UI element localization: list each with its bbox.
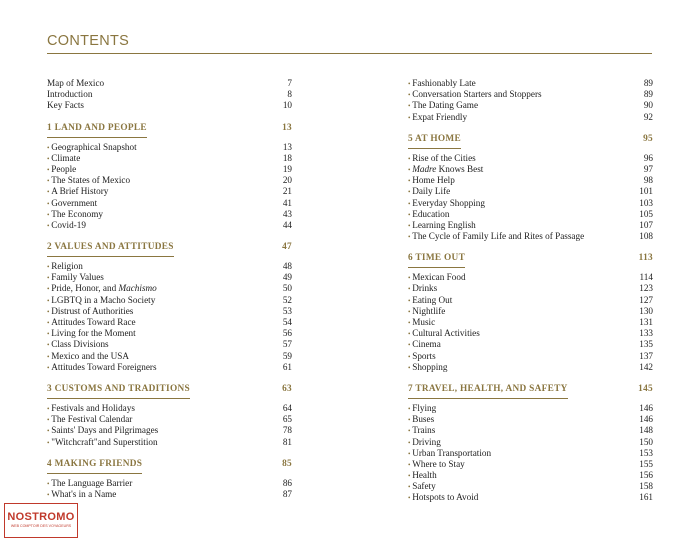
toc-entry-label — [408, 339, 441, 349]
toc-entry-page: 114 — [639, 272, 653, 283]
toc-entry[interactable] — [47, 209, 292, 220]
toc-entry-label — [408, 306, 445, 316]
toc-entry[interactable] — [408, 295, 653, 306]
watermark-tagline: WEB COMPTOIR DES VOYAGEURS — [10, 524, 72, 528]
toc-entry[interactable] — [408, 209, 653, 220]
toc-entry-text: Cultural Activities — [412, 328, 480, 339]
toc-entry[interactable] — [47, 489, 292, 500]
toc-entry-text: Attitudes Toward Foreigners — [51, 361, 157, 372]
toc-entry-text: Introduction — [47, 89, 93, 100]
toc-entry-page: 10 — [282, 100, 292, 111]
section-title: 6 TIME OUT — [408, 251, 465, 268]
toc-entry-page: 108 — [639, 231, 653, 242]
toc-entry-label — [408, 89, 542, 99]
toc-entry[interactable] — [47, 351, 292, 362]
toc-entry[interactable] — [408, 231, 653, 242]
toc-entry-page: 98 — [643, 175, 653, 186]
section-page: 95 — [643, 133, 653, 144]
toc-entry[interactable] — [408, 100, 653, 111]
toc-entry-label — [47, 339, 109, 349]
toc-entry-label — [408, 164, 483, 174]
toc-entry-label — [408, 209, 449, 219]
toc-entry-text: Knows Best — [436, 163, 484, 174]
section-page: 47 — [282, 242, 292, 253]
toc-entry-text: Saints' Days and Pilgrimages — [51, 425, 159, 436]
section-page: 113 — [638, 253, 653, 264]
section-heading[interactable] — [408, 382, 653, 397]
toc-entry-text: Conversation Starters and Stoppers — [412, 89, 542, 100]
toc-entry-page: 54 — [282, 317, 292, 327]
toc-entry-label — [47, 164, 76, 174]
toc-entry-page: 41 — [282, 197, 292, 208]
toc-entry[interactable] — [47, 272, 292, 283]
toc-entry-page: 61 — [282, 361, 292, 372]
toc-entry[interactable] — [47, 306, 292, 317]
toc-entry-text: Living for the Moment — [51, 328, 136, 339]
toc-entry-label — [47, 425, 158, 435]
toc-entry-text: Music — [412, 317, 436, 327]
toc-left-column — [47, 78, 292, 500]
toc-entry-text: The Cycle of Family Life and Rites of Passage — [412, 231, 585, 242]
toc-entry[interactable] — [408, 164, 653, 175]
toc-entry[interactable] — [408, 220, 653, 231]
title-divider — [47, 53, 652, 54]
toc-entry-text: Daily Life — [412, 186, 451, 197]
toc-entry-label — [408, 470, 437, 480]
toc-entry-text: Pride, Honor, and — [51, 283, 119, 294]
toc-entry-text: Mexican Food — [412, 272, 466, 283]
watermark-name: NOSTROMO — [7, 511, 75, 523]
toc-entry-page: 19 — [282, 163, 292, 174]
toc-entry-text: Buses — [412, 414, 435, 425]
toc-entry[interactable] — [47, 186, 292, 197]
toc-entry-label — [47, 209, 103, 219]
toc-entry[interactable] — [47, 175, 292, 186]
toc-entry[interactable] — [408, 112, 653, 123]
toc-entry-page: 133 — [639, 328, 653, 339]
toc-entry[interactable] — [47, 78, 292, 89]
section-title: 7 TRAVEL, HEALTH, AND SAFETY — [408, 382, 568, 399]
section-heading[interactable] — [47, 457, 292, 472]
section-title: 2 VALUES AND ATTITUDES — [47, 240, 174, 257]
toc-entry-label — [47, 261, 83, 271]
toc-entry-label — [47, 295, 155, 305]
toc-entry-text: Mexico and the USA — [51, 350, 130, 361]
toc-entry[interactable] — [47, 261, 292, 272]
toc-entry-text: Key Facts — [47, 100, 84, 111]
toc-entry[interactable] — [408, 306, 653, 317]
toc-entry-label — [47, 100, 84, 110]
toc-entry[interactable] — [47, 100, 292, 111]
toc-entry[interactable] — [47, 317, 292, 328]
toc-entry-label — [408, 351, 436, 361]
toc-entry-page: 130 — [639, 305, 653, 316]
toc-entry-page: 103 — [639, 197, 653, 208]
toc-entry-page: 48 — [282, 261, 292, 272]
toc-entry[interactable] — [408, 492, 653, 503]
toc-entry-text: Safety — [412, 481, 436, 492]
toc-entry-text: Health — [412, 470, 437, 481]
toc-entry[interactable] — [408, 414, 653, 425]
toc-entry-page: 56 — [282, 328, 292, 339]
toc-entry-page: 158 — [639, 481, 653, 492]
toc-entry[interactable] — [408, 403, 653, 414]
toc-entry-page: 53 — [282, 305, 292, 316]
toc-entry[interactable] — [47, 437, 292, 448]
toc-entry-page: 146 — [639, 414, 653, 425]
toc-entry[interactable] — [408, 89, 653, 100]
toc-entry-label — [408, 459, 465, 469]
toc-entry-page: 44 — [282, 219, 292, 230]
toc-entry-text: Covid-19 — [51, 219, 86, 230]
toc-entry-text: The Dating Game — [412, 100, 479, 111]
toc-entry-text: "Witchcraft"and Superstition — [51, 436, 158, 447]
toc-entry-label — [408, 112, 467, 122]
toc-entry-label — [408, 272, 466, 282]
toc-entry-text: Learning English — [412, 219, 476, 230]
toc-entry[interactable] — [47, 153, 292, 164]
toc-entry-text: A Brief History — [51, 186, 109, 197]
toc-entry[interactable] — [408, 425, 653, 436]
toc-entry-label — [47, 272, 104, 282]
toc-entry-text: Driving — [412, 436, 441, 447]
toc-entry-page: 155 — [639, 458, 653, 469]
toc-entry-label — [47, 89, 92, 99]
toc-entry-text: The Festival Calendar — [51, 414, 133, 425]
toc-entry-label — [408, 175, 455, 185]
toc-entry-page: 127 — [639, 294, 653, 305]
toc-entry-text: Climate — [51, 152, 81, 163]
toc-entry-label — [408, 220, 476, 230]
toc-entry-text: Expat Friendly — [412, 111, 468, 122]
toc-entry-text: Religion — [51, 261, 83, 272]
toc-entry-label — [47, 283, 157, 293]
section-page: 85 — [282, 458, 292, 469]
toc-entry-label — [47, 403, 135, 413]
toc-entry-italic: Machismo — [118, 283, 157, 294]
toc-entry-label — [47, 489, 116, 499]
toc-entry-page: 101 — [639, 186, 653, 197]
section-heading[interactable] — [47, 382, 292, 397]
toc-entry[interactable] — [408, 328, 653, 339]
toc-entry-text: Eating Out — [412, 294, 453, 305]
toc-entry-text: Cinema — [412, 339, 441, 350]
toc-entry[interactable] — [408, 448, 653, 459]
toc-entry-page: 156 — [639, 470, 653, 481]
toc-entry[interactable] — [47, 328, 292, 339]
toc-entry-page: 50 — [282, 283, 292, 294]
toc-entry-page: 97 — [643, 163, 653, 174]
toc-entry-page: 153 — [639, 447, 653, 458]
page-title: CONTENTS — [47, 33, 130, 49]
toc-entry-page: 81 — [282, 436, 292, 447]
toc-entry-text: Fashionably Late — [412, 78, 476, 88]
toc-entry-label — [408, 362, 447, 372]
toc-entry-text: Nightlife — [412, 305, 446, 316]
section-title: 5 AT HOME — [408, 132, 461, 149]
toc-entry[interactable] — [408, 351, 653, 362]
toc-entry-page: 59 — [282, 350, 292, 361]
toc-entry-text: Government — [51, 197, 98, 208]
toc-entry-label — [408, 283, 437, 293]
toc-entry-page: 86 — [282, 477, 292, 488]
toc-entry-label — [408, 100, 478, 110]
toc-entry[interactable] — [408, 283, 653, 294]
toc-entry-page: 96 — [643, 152, 653, 163]
toc-entry-page: 146 — [639, 402, 653, 413]
toc-entry-text: Where to Stay — [412, 458, 465, 469]
toc-entry-text: LGBTQ in a Macho Society — [51, 294, 156, 305]
toc-entry[interactable] — [408, 153, 653, 164]
toc-entry-text: Trains — [412, 425, 436, 436]
section-title: 3 CUSTOMS AND TRADITIONS — [47, 382, 190, 399]
toc-entry-text: Geographical Snapshot — [51, 141, 137, 152]
section-page: 13 — [282, 122, 292, 133]
toc-entry-text: Festivals and Holidays — [51, 402, 135, 413]
toc-entry-page: 161 — [639, 492, 653, 503]
toc-entry[interactable] — [408, 198, 653, 209]
toc-entry-label — [47, 437, 158, 447]
toc-entry-page: 92 — [643, 111, 653, 122]
toc-entry-page: 52 — [282, 294, 292, 305]
toc-entry-text: Sports — [412, 350, 436, 361]
toc-entry-page: 123 — [639, 283, 653, 294]
toc-entry[interactable] — [47, 478, 292, 489]
toc-entry[interactable] — [47, 89, 292, 100]
toc-entry[interactable] — [47, 414, 292, 425]
toc-entry-text: Map of Mexico — [47, 78, 105, 88]
toc-entry-text: Attitudes Toward Race — [51, 317, 136, 327]
toc-entry[interactable] — [408, 317, 653, 328]
toc-entry-text: Drinks — [412, 283, 438, 294]
toc-entry[interactable] — [47, 362, 292, 373]
toc-entry-label — [408, 78, 476, 88]
toc-entry-page: 142 — [639, 361, 653, 372]
toc-entry-page: 87 — [282, 488, 292, 499]
toc-entry[interactable] — [47, 198, 292, 209]
toc-entry-label — [408, 492, 478, 502]
toc-entry-text: The Language Barrier — [51, 477, 133, 488]
toc-entry-page: 105 — [639, 208, 653, 219]
toc-entry-label — [47, 351, 129, 361]
toc-entry-text: People — [51, 163, 77, 174]
toc-entry[interactable] — [47, 283, 292, 294]
toc-entry-page: 148 — [639, 425, 653, 436]
toc-entry-page: 7 — [287, 78, 292, 88]
toc-entry[interactable] — [47, 164, 292, 175]
toc-entry-label — [47, 317, 136, 327]
toc-entry-label — [47, 478, 132, 488]
toc-entry-page: 57 — [282, 339, 292, 350]
toc-entry-label — [47, 78, 104, 88]
toc-entry-page: 107 — [639, 219, 653, 230]
toc-entry[interactable] — [408, 437, 653, 448]
toc-entry-label — [47, 328, 136, 338]
toc-entry-text: Urban Transportation — [412, 447, 492, 458]
toc-entry[interactable] — [47, 339, 292, 350]
toc-entry[interactable] — [408, 339, 653, 350]
toc-entry-label — [47, 186, 108, 196]
toc-entry-page: 150 — [639, 436, 653, 447]
toc-entry[interactable] — [47, 403, 292, 414]
toc-entry[interactable] — [408, 481, 653, 492]
toc-entry-text: The States of Mexico — [51, 175, 131, 186]
toc-entry-label — [408, 448, 491, 458]
toc-entry[interactable] — [408, 459, 653, 470]
toc-entry-page: 21 — [282, 186, 292, 197]
toc-entry-text: What's in a Name — [51, 488, 117, 499]
toc-entry-label — [408, 295, 452, 305]
section-heading[interactable] — [47, 240, 292, 255]
toc-entry-page: 65 — [282, 414, 292, 425]
toc-entry[interactable] — [47, 295, 292, 306]
toc-entry-label — [47, 306, 133, 316]
toc-entry-page: 131 — [639, 317, 653, 327]
toc-entry-label — [408, 328, 480, 338]
toc-entry-page: 18 — [282, 152, 292, 163]
toc-entry-page: 64 — [282, 402, 292, 413]
toc-entry-label — [47, 414, 132, 424]
toc-entry-label — [47, 220, 86, 230]
toc-entry-label — [408, 153, 476, 163]
toc-right-column — [408, 78, 653, 504]
toc-entry-text: The Economy — [51, 208, 103, 219]
toc-entry-page: 89 — [643, 78, 653, 88]
toc-entry[interactable] — [47, 425, 292, 436]
section-title: 1 LAND AND PEOPLE — [47, 121, 147, 138]
toc-entry-label — [408, 198, 485, 208]
toc-entry-page: 13 — [282, 141, 292, 152]
section-page: 63 — [282, 383, 292, 394]
section-heading[interactable] — [408, 132, 653, 147]
section-heading[interactable] — [47, 121, 292, 136]
toc-entry-page: 49 — [282, 272, 292, 283]
toc-entry-page: 78 — [282, 425, 292, 436]
toc-entry-page: 90 — [643, 100, 653, 111]
section-heading[interactable] — [408, 251, 653, 266]
toc-entry-label — [408, 425, 435, 435]
toc-entry-label — [47, 142, 137, 152]
toc-entry[interactable] — [408, 175, 653, 186]
toc-entry-label — [47, 153, 80, 163]
toc-entry-text: Rise of the Cities — [412, 152, 476, 163]
toc-entry-label — [408, 186, 450, 196]
toc-entry[interactable] — [47, 220, 292, 231]
toc-entry-label — [47, 198, 97, 208]
toc-entry[interactable] — [408, 78, 653, 89]
toc-entry-text: Education — [412, 208, 450, 219]
toc-entry-label — [47, 362, 157, 372]
toc-entry-text: Distrust of Authorities — [51, 305, 134, 316]
toc-entry-text: Class Divisions — [51, 339, 109, 350]
toc-entry-page: 89 — [643, 89, 653, 100]
toc-entry-label — [408, 317, 435, 327]
toc-entry-text: Flying — [412, 402, 437, 413]
toc-entry-label — [408, 481, 436, 491]
toc-entry-text: Home Help — [412, 175, 455, 186]
watermark-logo — [4, 503, 78, 538]
toc-entry[interactable] — [408, 470, 653, 481]
toc-entry-page: 135 — [639, 339, 653, 350]
toc-entry-text: Family Values — [51, 272, 104, 283]
toc-entry-italic: Madre — [412, 163, 437, 174]
toc-entry-page: 20 — [282, 175, 292, 186]
section-page: 145 — [638, 383, 653, 394]
toc-entry[interactable] — [408, 272, 653, 283]
toc-entry-label — [408, 403, 436, 413]
toc-entry-page: 137 — [639, 350, 653, 361]
toc-entry-text: Hotspots to Avoid — [412, 492, 479, 503]
toc-entry[interactable] — [408, 362, 653, 373]
section-title: 4 MAKING FRIENDS — [47, 457, 142, 474]
toc-entry-text: Everyday Shopping — [412, 197, 485, 208]
toc-entry-label — [408, 437, 441, 447]
toc-entry-text: Shopping — [412, 361, 448, 372]
toc-entry-page: 43 — [282, 208, 292, 219]
toc-entry[interactable] — [47, 142, 292, 153]
toc-entry[interactable] — [408, 186, 653, 197]
toc-entry-label — [47, 175, 130, 185]
toc-entry-page: 8 — [287, 89, 292, 100]
toc-entry-label — [408, 231, 584, 241]
toc-entry-label — [408, 414, 434, 424]
